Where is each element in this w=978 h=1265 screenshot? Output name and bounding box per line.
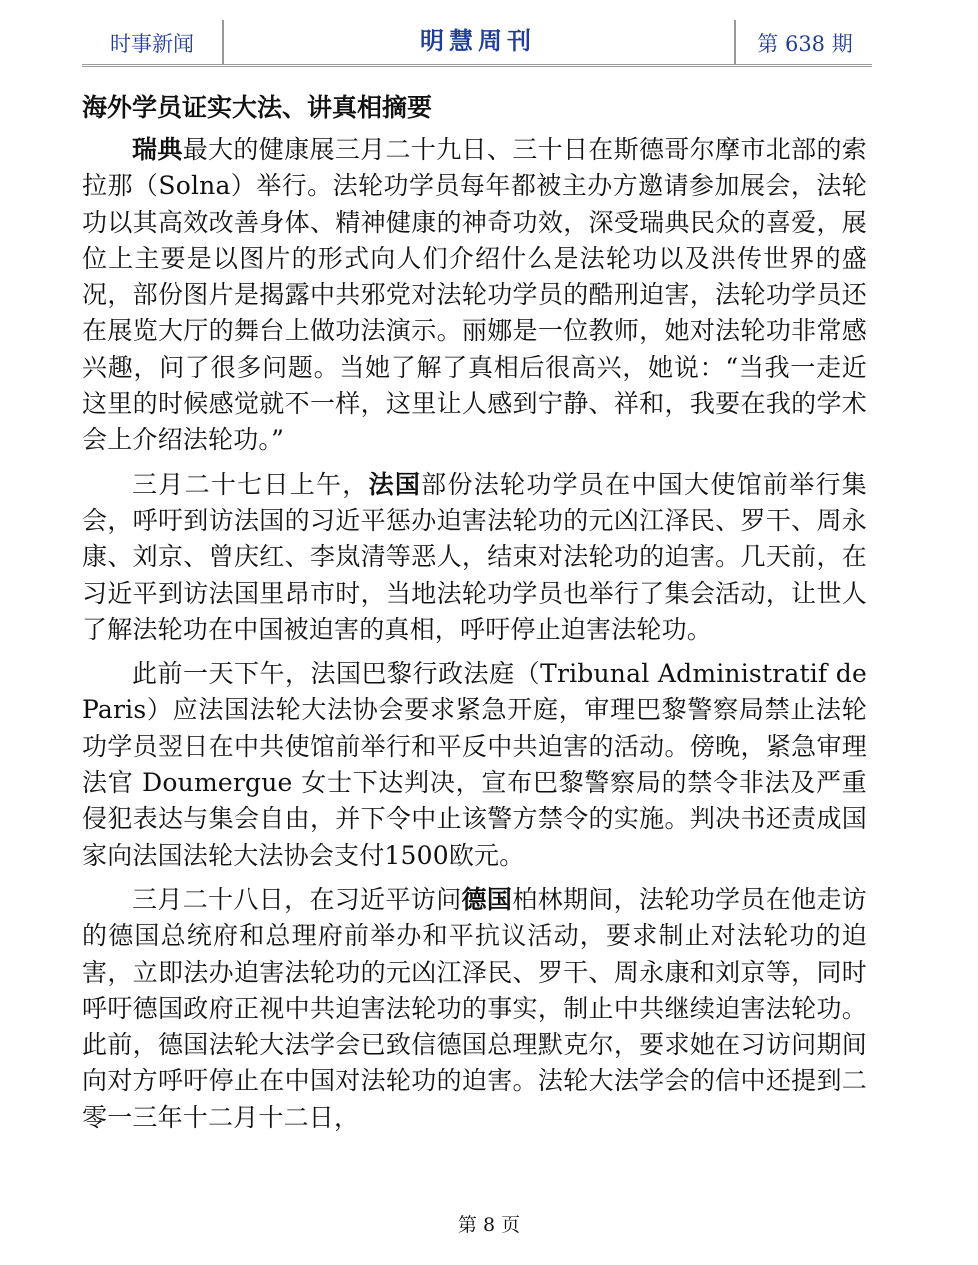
article-title: 海外学员证实大法、讲真相摘要 <box>82 93 433 122</box>
paragraph-text: 部份法轮功学员在中国大使馆前举行集会，呼吁到访法国的习近平惩办迫害法轮功的元凶江泽民、罗干、周永康、刘京、曾庆红、李岚清等恶人，结束对法轮功的迫害。几天前，在习近平到访法国里昂市时，当地法轮功学员也举行了集会活动，让世人了解法轮功在中国被迫害的真相，呼吁停止迫害法轮功。 <box>82 469 867 644</box>
region-label: 瑞典 <box>132 135 183 164</box>
paragraph-text: 最大的健康展三月二十九日、三十日在斯德哥尔摩市北部的索拉那（Solna）举行。法轮功学员每年都被主办方邀请参加展会，法轮功以其高效改善身体、精神健康的神奇功效，深受瑞典民众的喜爱，展位上主要是以图片的形式向人们介绍什么是法轮功以及洪传世界的盛况，部份图片是揭露中共邪党对法轮功学员的酷刑迫害，法轮功学员还在展览大厅的舞台上做功法演示。丽娜是一位教师，她对法轮功非常感兴趣，问了很多问题。当她了解了真相后很高兴，她说：“当我一走近这里的时候感觉就不一样，这里让人感到宁静、祥和，我要在我的学术会上介绍法轮功。” <box>82 135 867 455</box>
paragraph-prefix: 三月二十七日上午， <box>132 469 369 499</box>
paragraph-text: 此前一天下午，法国巴黎行政法庭（Tribunal Administratif de Paris）应法国法轮大法协会要求紧急开庭，审理巴黎警察局禁止法轮功学员翌日在中共使馆前举行和平反中共迫害的活动。傍晚，紧急审理法官 Doumergue 女士下达判决，宣布巴黎警察局的禁令非法及严重侵犯表达与集会自由，并下令中止该警方禁令的实施。判决书还责成国家向法国法轮大法协会支付1500欧元。 <box>82 659 867 870</box>
region-label: 法国 <box>368 469 422 499</box>
paragraph-prefix: 三月二十八日，在习近平访问 <box>132 884 462 914</box>
paragraph-text: 柏林期间，法轮功学员在他走访的德国总统府和总理府前举办和平抗议活动，要求制止对法轮功的迫害，立即法办迫害法轮功的元凶江泽民、罗干、周永康和刘京等，同时呼吁德国政府正视中共迫害法轮功的事实，制止中共继续迫害法轮功。此前，德国法轮大法学会已致信德国总理默克尔，要求她在习访问期间向对方呼吁停止在中国对法轮功的迫害。法轮大法学会的信中还提到二零一三年十二月十二日， <box>82 884 867 1132</box>
issue-number: 第 638 期 <box>734 20 874 64</box>
paragraph-france <box>82 467 867 648</box>
paragraph-sweden <box>82 132 867 459</box>
page-header <box>82 20 872 67</box>
paragraph-paris-court <box>82 656 867 874</box>
region-label: 德国 <box>461 884 513 914</box>
paragraph-germany <box>82 882 867 1136</box>
page-number: 第 8 页 <box>457 1214 521 1236</box>
publication-title: 明慧周刊 <box>420 26 536 55</box>
article-body <box>82 132 867 1144</box>
section-label: 时事新闻 <box>82 20 224 64</box>
